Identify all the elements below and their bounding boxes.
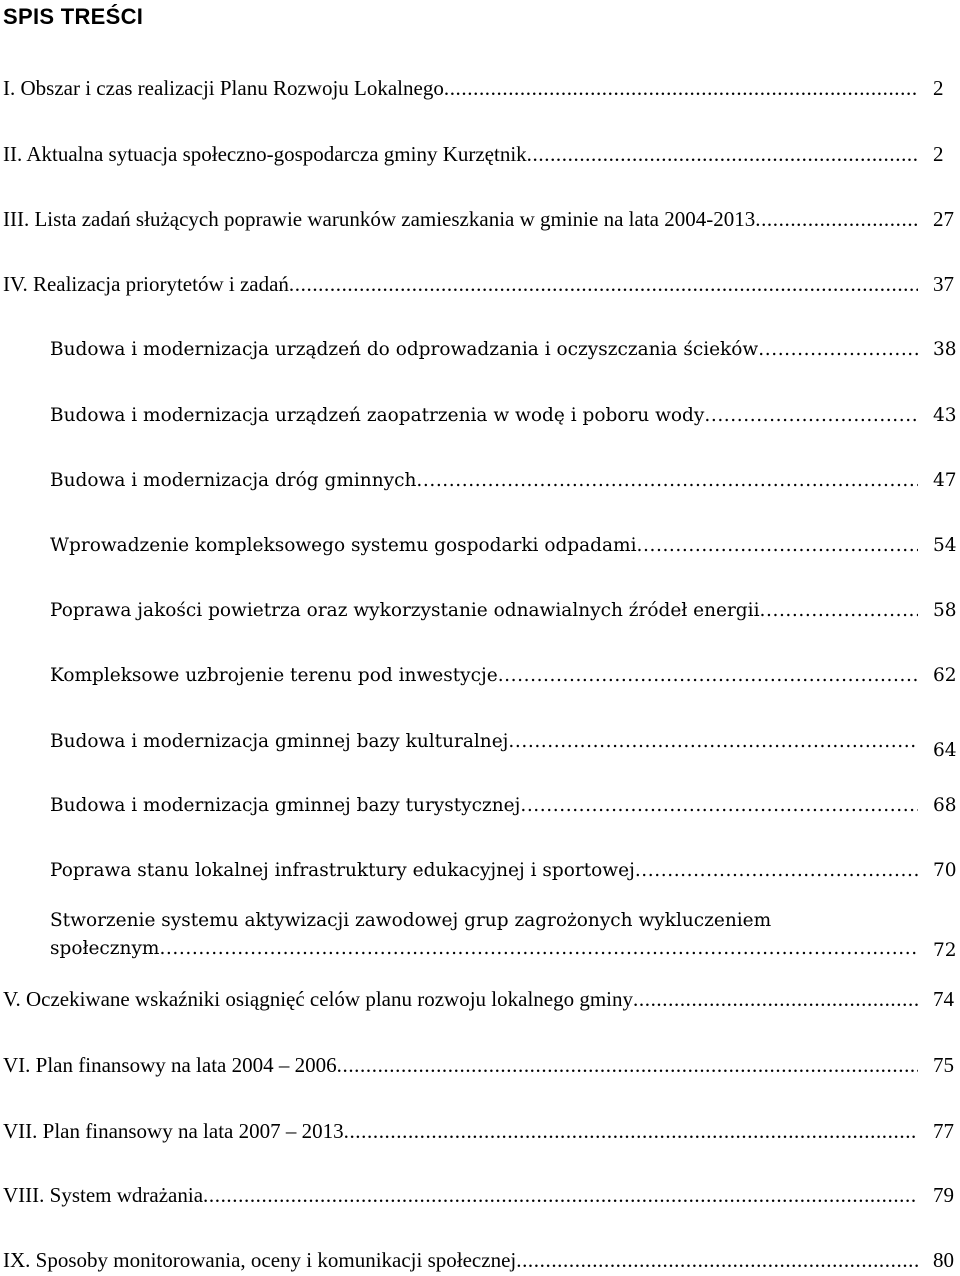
toc-entry-title: VI. Plan finansowy na lata 2004 – 2006 (3, 1053, 337, 1077)
toc-heading: SPIS TREŚCI (3, 4, 144, 29)
dot-leader (633, 987, 918, 1012)
toc-entry-page-number: 79 (933, 1183, 954, 1207)
dot-leader (527, 142, 918, 167)
dot-leader (344, 1119, 918, 1144)
dot-leader (337, 1053, 918, 1078)
toc-entry-page-number: 47 (933, 470, 957, 491)
toc-entry-page-number: 64 (933, 740, 957, 761)
toc-entry-title: Budowa i modernizacja gminnej bazy kulturalnej (50, 731, 509, 752)
dot-leader (637, 535, 918, 556)
toc-entry-page-number: 80 (933, 1248, 954, 1272)
dot-leader (760, 600, 919, 621)
toc-entry-title: Budowa i modernizacja urządzeń do odprowadzania i oczyszczania ścieków (50, 339, 759, 360)
dot-leader (755, 207, 918, 232)
toc-entry-page-number: 54 (933, 535, 957, 556)
toc-entry-title: VII. Plan finansowy na lata 2007 – 2013 (3, 1119, 344, 1143)
toc-entry-title: II. Aktualna sytuacja społeczno-gospodarcza gminy Kurzętnik (3, 142, 527, 166)
dot-leader (520, 795, 918, 816)
dot-leader (758, 339, 918, 360)
dot-leader (444, 76, 918, 101)
toc-entry-page-number: 74 (933, 987, 954, 1011)
toc-entry-title: Kompleksowe uzbrojenie terenu pod inwestycje (50, 665, 498, 686)
toc-entry-title: I. Obszar i czas realizacji Planu Rozwoju Lokalnego (3, 76, 444, 100)
dot-leader (416, 470, 918, 491)
dot-leader (635, 860, 918, 881)
dot-leader (289, 272, 918, 297)
toc-entry-page-number: 43 (933, 405, 957, 426)
toc-entry-page-number: 58 (933, 600, 957, 621)
toc-entry-page-number: 68 (933, 795, 957, 816)
toc-entry-page-number: 72 (933, 940, 957, 961)
dot-leader (508, 731, 918, 752)
toc-entry-title: Poprawa stanu lokalnej infrastruktury edukacyjnej i sportowej (50, 860, 635, 881)
toc-entry-page-number: 2 (933, 76, 944, 100)
toc-entry-title: III. Lista zadań służących poprawie warunków zamieszkania w gminie na lata 2004-2013 (3, 207, 756, 231)
toc-entry-title: VIII. System wdrażania (3, 1183, 204, 1207)
toc-entry-title-line-2: społecznym (50, 938, 160, 959)
toc-entry-page-number: 37 (933, 272, 954, 296)
toc-entry-page-number: 75 (933, 1053, 954, 1077)
toc-entry-title: Poprawa jakości powietrza oraz wykorzystanie odnawialnych źródeł energii (50, 600, 760, 621)
toc-entry-page-number: 38 (933, 339, 957, 360)
dot-leader (498, 665, 918, 686)
toc-entry-page-number: 70 (933, 860, 957, 881)
toc-entry-title: IX. Sposoby monitorowania, oceny i komunikacji społecznej (3, 1248, 517, 1272)
toc-entry-page-number: 2 (933, 142, 944, 166)
toc-entry-title: IV. Realizacja priorytetów i zadań (3, 272, 289, 296)
dot-leader (203, 1183, 918, 1208)
toc-entry-page-number: 62 (933, 665, 957, 686)
toc-entry-title-line-1: Stworzenie systemu aktywizacji zawodowej grup zagrożonych wykluczeniem (50, 910, 772, 931)
toc-entry-page-number: 27 (933, 207, 954, 231)
toc-entry-title: Wprowadzenie kompleksowego systemu gospodarki odpadami (50, 535, 637, 556)
toc-entry-title: Budowa i modernizacja dróg gminnych (50, 470, 417, 491)
dot-leader (704, 405, 918, 426)
toc-entry-title: Budowa i modernizacja urządzeń zaopatrzenia w wodę i poboru wody (50, 405, 705, 426)
toc-entry-title: V. Oczekiwane wskaźniki osiągnięć celów planu rozwoju lokalnego gminy (3, 987, 634, 1011)
toc-entry-title: Budowa i modernizacja gminnej bazy turystycznej (50, 795, 521, 816)
dot-leader (159, 938, 918, 959)
dot-leader (516, 1248, 918, 1273)
toc-entry-page-number: 77 (933, 1119, 954, 1143)
